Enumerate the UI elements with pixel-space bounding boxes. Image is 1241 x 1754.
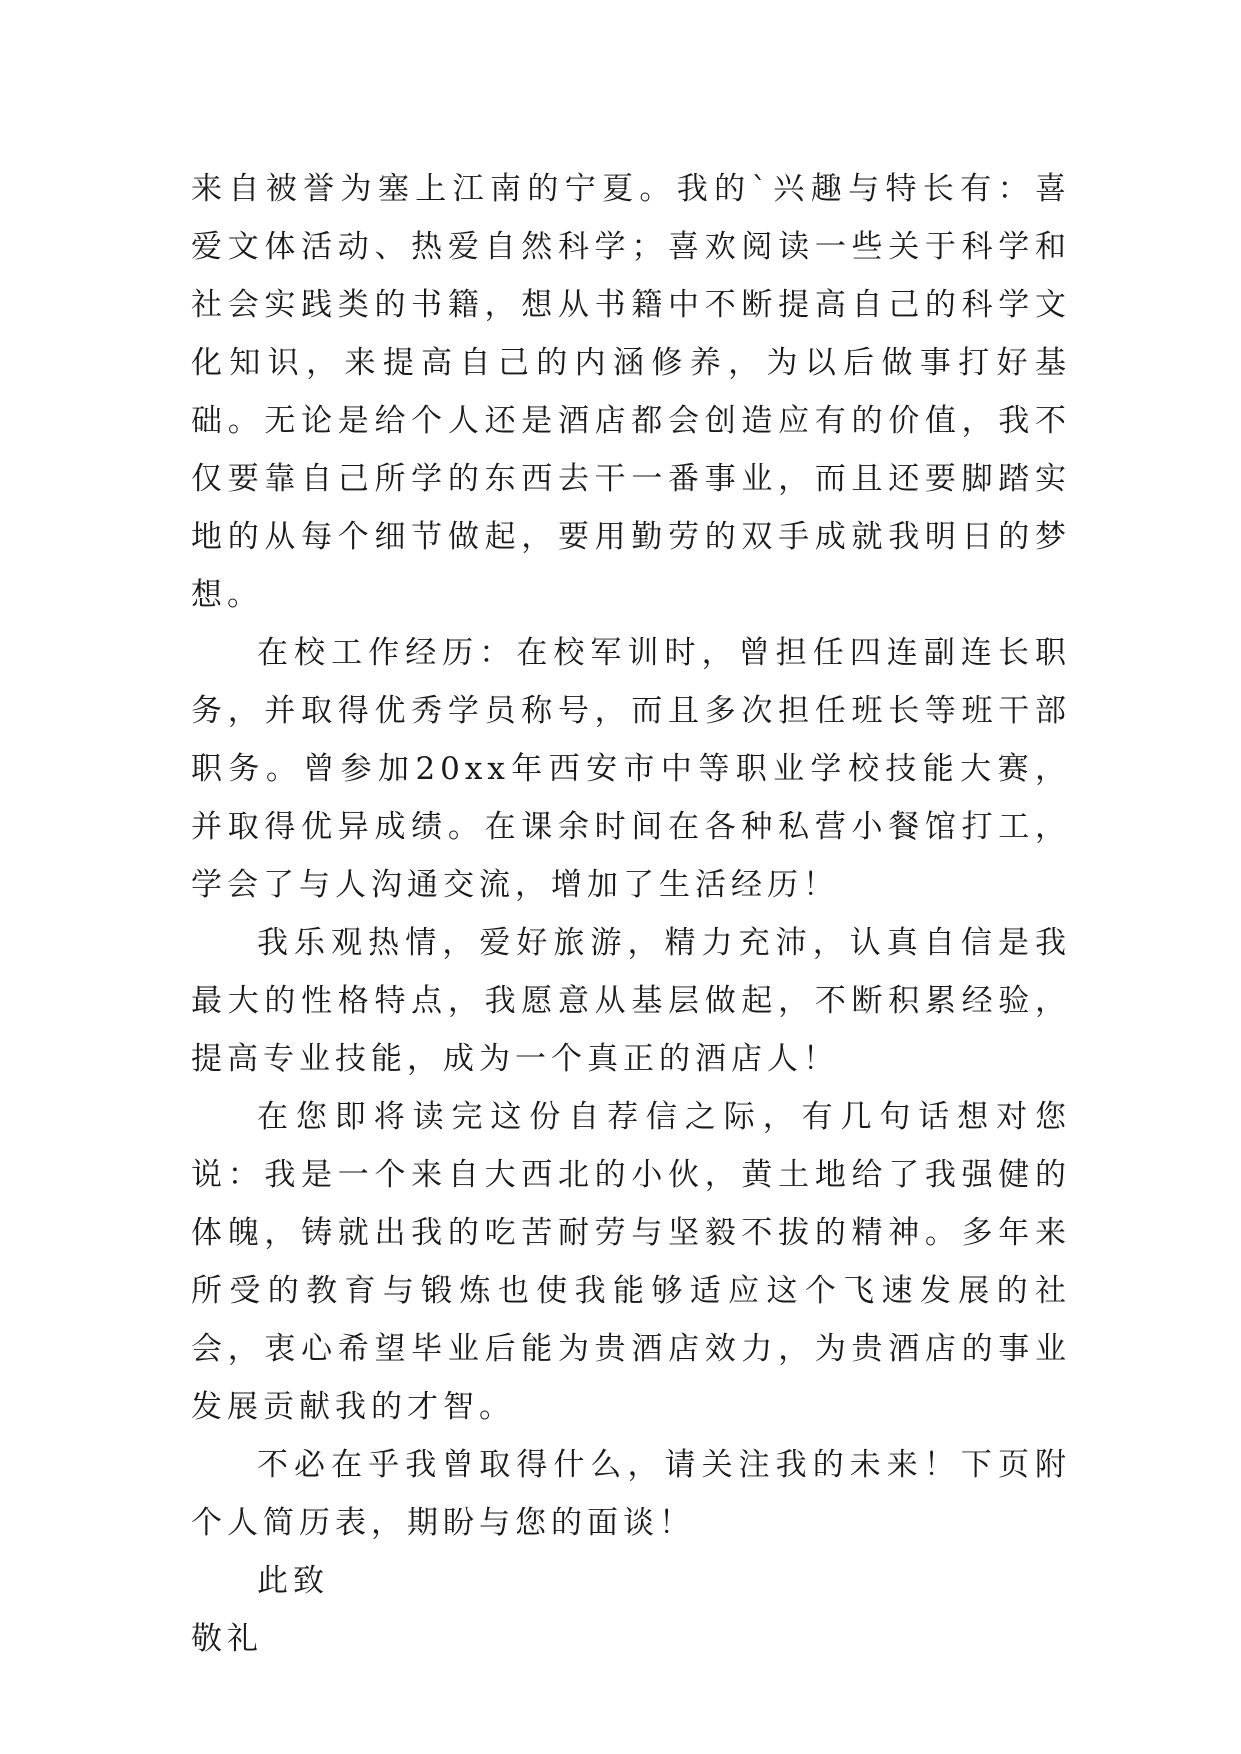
paragraph-message: 在您即将读完这份自荐信之际，有几句话想对您说：我是一个来自大西北的小伙，黄土地给了我强健的体魄，铸就出我的吃苦耐劳与坚毅不拔的精神。多年来所受的教育与锻炼也使我能够适应这个飞速发展的社会，衷心希望毕业后能为贵酒店效力，为贵酒店的事业发展贡献我的才智。 xyxy=(191,1099,1071,1425)
salutation-line: 敬礼 xyxy=(191,1621,263,1657)
paragraph-personality: 我乐观热情，爱好旅游，精力充沛，认真自信是我最大的性格特点，我愿意从基层做起，不断积累经验，提高专业技能，成为一个真正的酒店人！ xyxy=(191,925,1071,1077)
paragraph-school-experience: 在校工作经历：在校军训时，曾担任四连副连长职务，并取得优秀学员称号，而且多次担任班长等班干部职务。曾参加20xx年西安市中等职业学校技能大赛，并取得优异成绩。在课余时间在各种私营小餐馆打工，学会了与人沟通交流，增加了生活经历！ xyxy=(191,635,1071,903)
paragraph-intro: 来自被誉为塞上江南的宁夏。我的`兴趣与特长有：喜爱文体活动、热爱自然科学；喜欢阅读一些关于科学和社会实践类的书籍，想从书籍中不断提高自己的科学文化知识，来提高自己的内涵修养，为以后做事打好基础。无论是给个人还是酒店都会创造应有的价值，我不仅要靠自己所学的东西去干一番事业，而且还要脚踏实地的从每个细节做起，要用勤劳的双手成就我明日的梦想。 xyxy=(191,171,1071,613)
closing-line: 此致 xyxy=(257,1563,329,1599)
letter-body xyxy=(191,160,1071,1668)
paragraph-future: 不必在乎我曾取得什么，请关注我的未来！下页附个人简历表，期盼与您的面谈！ xyxy=(191,1447,1071,1541)
